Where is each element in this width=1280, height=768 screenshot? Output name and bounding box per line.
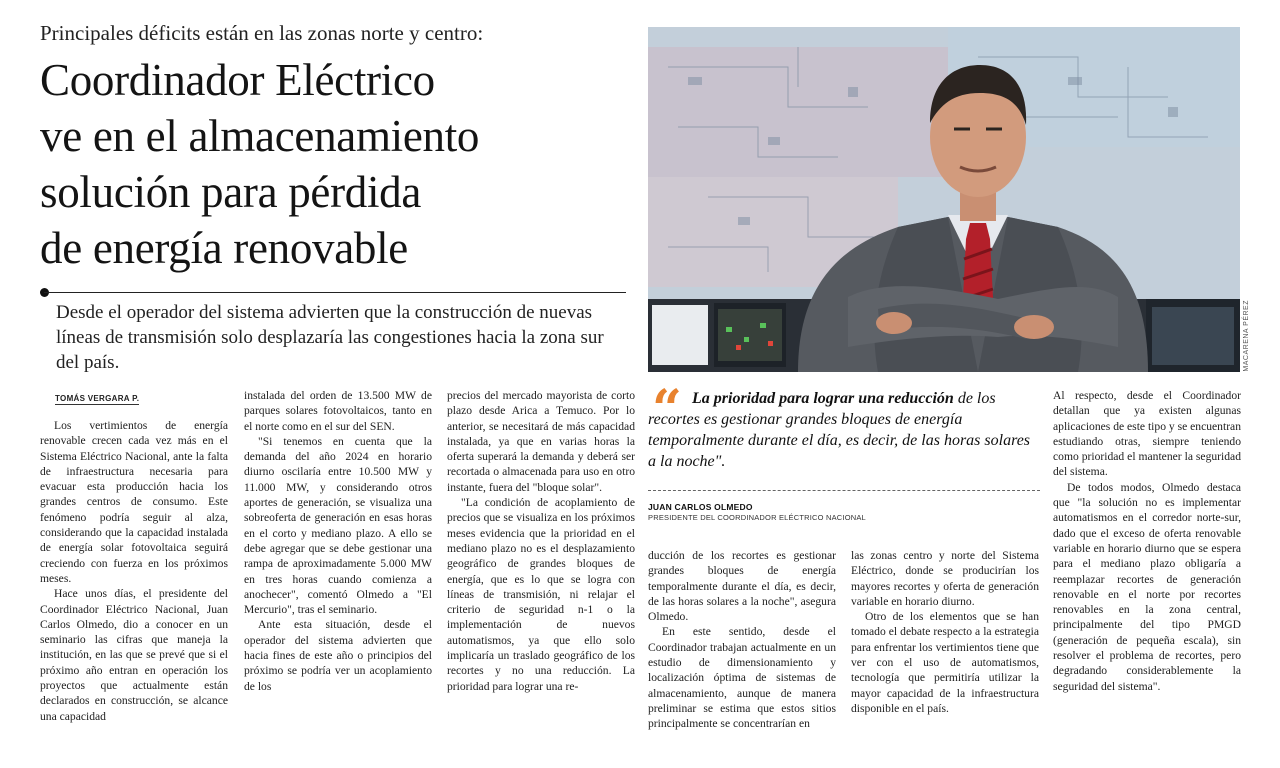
photo-credit: MACARENA PÉREZ [1243,300,1250,372]
section-rule [44,292,626,293]
headline [40,52,620,276]
paragraph: En este sentido, desde el Coordinador trabajan actualmente en un estudio de dimensionamiento y localización óptima de sistemas de almacenamiento, aunque de manera preliminar se estima que estos sitios principalmente se concentrarían en [648,625,836,731]
paragraph: precios del mercado mayorista de corto plazo desde Arica a Temuco. Por lo anterior, se necesitará de más capacidad instalada, ya que en varias horas la oferta superará la demanda y deberá ser recortada o almacenada para uso en otro instante, fuera del "bloque solar". [447,389,635,494]
article-column-4 [648,548,836,732]
paragraph: De todos modos, Olmedo destaca que "la solución no es implementar automatismos en el corredor norte-sur, dado que el exceso de oferta renovable variable en horario diurno que se espera para el mediano plazo obligaría a reemplazar recortes de generación renovable en el norte por recortes renovables en la zona central, principalmente del tipo PMGD (generación de pequeña escala), sin resolver el problema de recortes, pero degradando considerablemente la seguridad del sistema". [1053,480,1241,693]
byline: TOMÁS VERGARA P. [55,394,140,403]
article-column-2 [244,388,432,694]
portrait-illustration [648,27,1240,372]
paragraph: "Si tenemos en cuenta que la demanda del año 2024 en horario diurno oscilaría entre 10.500 MW y 11.000 MW, y considerando otros aportes de generación, se visualiza una sobreoferta de generación en esas horas en el corto y mediano plazo. A ello se debe agregar que se debe gestionar una rampa de aproximadamente 5.000 MW en tres horas cuando comienza a anochecer", comentó Olmedo a "El Mercurio", tras el seminario. [244,434,432,617]
article-column-6 [1053,388,1241,694]
pull-quote-bold: La prioridad para lograr una reducción [692,390,954,407]
portrait-photo [648,27,1240,372]
kicker: Principales déficits están en las zonas norte y centro: [40,21,484,45]
pull-quote-rest: de los recortes es gestionar grandes bloques de energía temporalmente durante el día, es decir, de las horas solares a la noche". [648,390,1031,470]
article-column-3 [447,388,635,694]
quote-rule [648,490,1040,491]
article-column-5 [851,548,1039,716]
paragraph: Hace unos días, el presidente del Coordinador Eléctrico Nacional, Juan Carlos Olmedo, dio a conocer en un seminario las cifras que maneja la institución, en las que se prevé que si el próximo año entran en operación los proyectos que actualmente están declarados en construcción, se alcance una capacidad [40,587,228,723]
pull-quote [648,379,1040,472]
quote-attribution-name: JUAN CARLOS OLMEDO [648,502,753,512]
headline-line: solución para pérdida [40,167,422,217]
paragraph: ducción de los recortes es gestionar grandes bloques de energía temporalmente durante el día, es decir, de las horas solares a la noche", asegura Olmedo. [648,549,836,624]
paragraph: Otro de los elementos que se han tomado el debate respecto a la estrategia para enfrentar los vertimientos tiene que ver con el uso de automatismos, tecnología que permitiría utilizar la mayor capacidad de la infraestructura disponible en el país. [851,610,1039,715]
paragraph: las zonas centro y norte del Sistema Eléctrico, donde se producirían los mayores recortes y oferta de generación variable en horario diurno. [851,549,1039,608]
headline-line: de energía renovable [40,223,408,273]
paragraph: Al respecto, desde el Coordinador detallan que ya existen algunas aplicaciones de este tipo y se encuentran estudiando otras, siempre teniendo como prioridad el mantener la seguridad del sistema. [1053,389,1241,479]
quote-mark-icon: “ [652,379,682,440]
quote-attribution-role: PRESIDENTE DEL COORDINADOR ELÉCTRICO NACIONAL [648,513,866,522]
headline-line: ve en el almacenamiento [40,111,480,161]
deck: Desde el operador del sistema advierten que la construcción de nuevas líneas de transmisión solo desplazaría las congestiones hacia la zona sur del país. [56,302,604,373]
paragraph: Los vertimientos de energía renovable crecen cada vez más en el Sistema Eléctrico Nacional, ante la falta de infraestructura necesaria para evacuar esta producción hacia los grandes centros de consumo. Este fenómeno podría seguir al alza, considerando que la capacidad instalada de energía solar fotovoltaica seguirá creciendo con fuerza en los próximos meses. [40,419,228,585]
paragraph: instalada del orden de 13.500 MW de parques solares fotovoltaicos, tanto en el norte como en el sur del SEN. [244,389,432,433]
paragraph: "La condición de acoplamiento de precios que se visualiza en los próximos meses evidencia que la prioridad en el mediano plazo no es el desplazamiento geográfico de grandes bloques de energía, que es lo que se logra con líneas de transmisión, ni relajar el criterio de seguridad n-1 o la implementación de nuevos automatismos, ya que ello solo implicaría un traslado geográfico de los recortes y no una reducción. La prioridad para lograr una re- [447,496,635,693]
paragraph: Ante esta situación, desde el operador del sistema advierten que hacia fines de este año o principios del próximo se podría ver un acoplamiento de los [244,618,432,693]
article-column-1 [40,418,228,724]
headline-line: Coordinador Eléctrico [40,55,435,105]
pull-quote-text [648,388,1040,472]
